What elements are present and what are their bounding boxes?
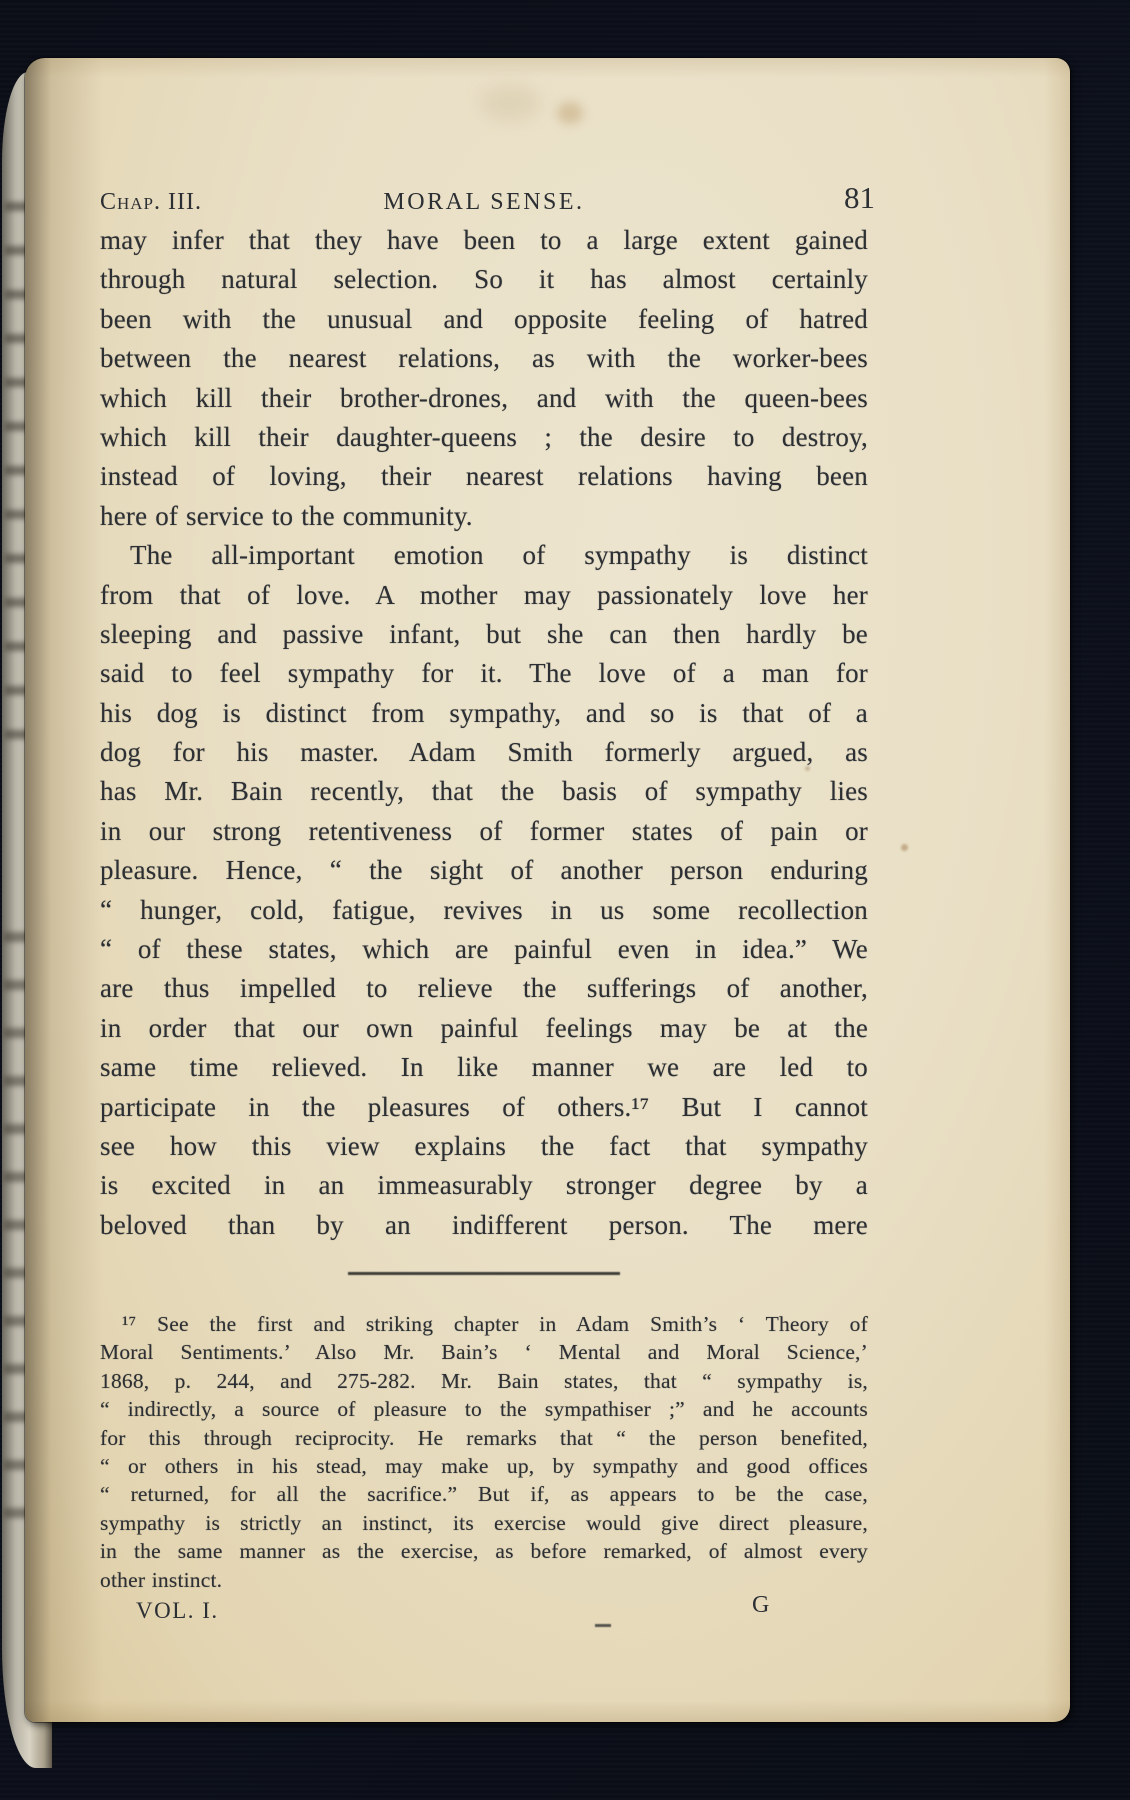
paper-stain xyxy=(480,86,540,120)
text-line: between the nearest relations, as with the worker-bees xyxy=(100,343,868,374)
footnote-line: “ or others in his stead, may make up, by sympathy and good offices xyxy=(100,1453,868,1478)
text-line: sleeping and passive infant, but she can then hardly be xyxy=(100,618,868,649)
text-line: “ hunger, cold, fatigue, revives in us some recollection xyxy=(100,894,868,925)
text-line: from that of love. A mother may passionately love her xyxy=(100,579,868,610)
text-line: which kill their daughter-queens ; the desire to destroy, xyxy=(100,421,868,452)
body-text xyxy=(100,221,868,1245)
text-line: is excited in an immeasurably stronger degree by a xyxy=(100,1170,868,1201)
footnote-line: Moral Sentiments.’ Also Mr. Bain’s ‘ Mental and Moral Science,’ xyxy=(100,1340,868,1365)
text-line: may infer that they have been to a large extent gained xyxy=(100,225,868,255)
paragraph-2 xyxy=(100,536,868,1245)
text-line: instead of loving, their nearest relations having been xyxy=(100,461,868,492)
text-line: which kill their brother-drones, and with the queen-bees xyxy=(100,382,868,413)
paper-stain xyxy=(557,102,583,124)
text-line: his dog is distinct from sympathy, and so is that of a xyxy=(100,697,868,728)
text-line: same time relieved. In like manner we are led to xyxy=(100,1052,868,1083)
paragraph-1 xyxy=(100,221,868,536)
footnote-line: sympathy is strictly an instinct, its exercise would give direct pleasure, xyxy=(100,1510,868,1535)
footnote-line: “ indirectly, a source of pleasure to the sympathiser ;” and he accounts xyxy=(100,1397,868,1422)
text-line: The all-important emotion of sympathy is distinct xyxy=(130,540,868,571)
footnote-line: in the same manner as the exercise, as before remarked, of almost every xyxy=(100,1539,868,1564)
page-footer xyxy=(100,1592,868,1632)
text-line: beloved than by an indifferent person. The mere xyxy=(100,1209,868,1240)
text-line: here of service to the community. xyxy=(100,500,473,531)
volume-label: VOL. I. xyxy=(136,1598,219,1623)
footnote-line: “ returned, for all the sacrifice.” But if, as appears to be the case, xyxy=(100,1482,868,1507)
printing-artifact xyxy=(595,1624,611,1627)
text-line: dog for his master. Adam Smith formerly argued, as xyxy=(100,737,868,768)
text-line: through natural selection. So it has almost certainly xyxy=(100,264,868,295)
footnote-separator xyxy=(348,1272,620,1275)
text-line: are thus impelled to relieve the sufferings of another, xyxy=(100,973,868,1004)
text-line: in our strong retentiveness of former states of pain or xyxy=(100,815,868,846)
chapter-label: Chap. III. xyxy=(100,189,202,215)
footnote-line: 1868, p. 244, and 275-282. Mr. Bain states, that “ sympathy is, xyxy=(100,1368,868,1393)
footnote xyxy=(100,1310,868,1594)
text-line: participate in the pleasures of others.¹⁷ But I cannot xyxy=(100,1091,868,1122)
text-line: said to feel sympathy for it. The love of a man for xyxy=(100,658,868,689)
page-number: 81 xyxy=(844,180,875,215)
book-page xyxy=(25,58,1070,1722)
printers-signature: G xyxy=(752,1592,770,1618)
text-line: been with the unusual and opposite feeling of hatred xyxy=(100,303,868,334)
text-line: pleasure. Hence, “ the sight of another person enduring xyxy=(100,855,868,886)
text-line: “ of these states, which are painful even in idea.” We xyxy=(100,934,868,965)
footnote-line: for this through reciprocity. He remarks that “ the person benefited, xyxy=(100,1425,868,1450)
text-line: see how this view explains the fact that sympathy xyxy=(100,1130,868,1161)
page-header xyxy=(100,180,875,220)
footnote-line: ¹⁷ See the first and striking chapter in Adam Smith’s ‘ Theory of xyxy=(122,1312,868,1336)
text-line: in order that our own painful feelings may be at the xyxy=(100,1012,868,1043)
text-line: has Mr. Bain recently, that the basis of sympathy lies xyxy=(100,776,868,807)
footnote-line: other instinct. xyxy=(100,1567,223,1592)
running-title: MORAL SENSE. xyxy=(383,189,585,215)
paper-stain xyxy=(901,844,908,851)
